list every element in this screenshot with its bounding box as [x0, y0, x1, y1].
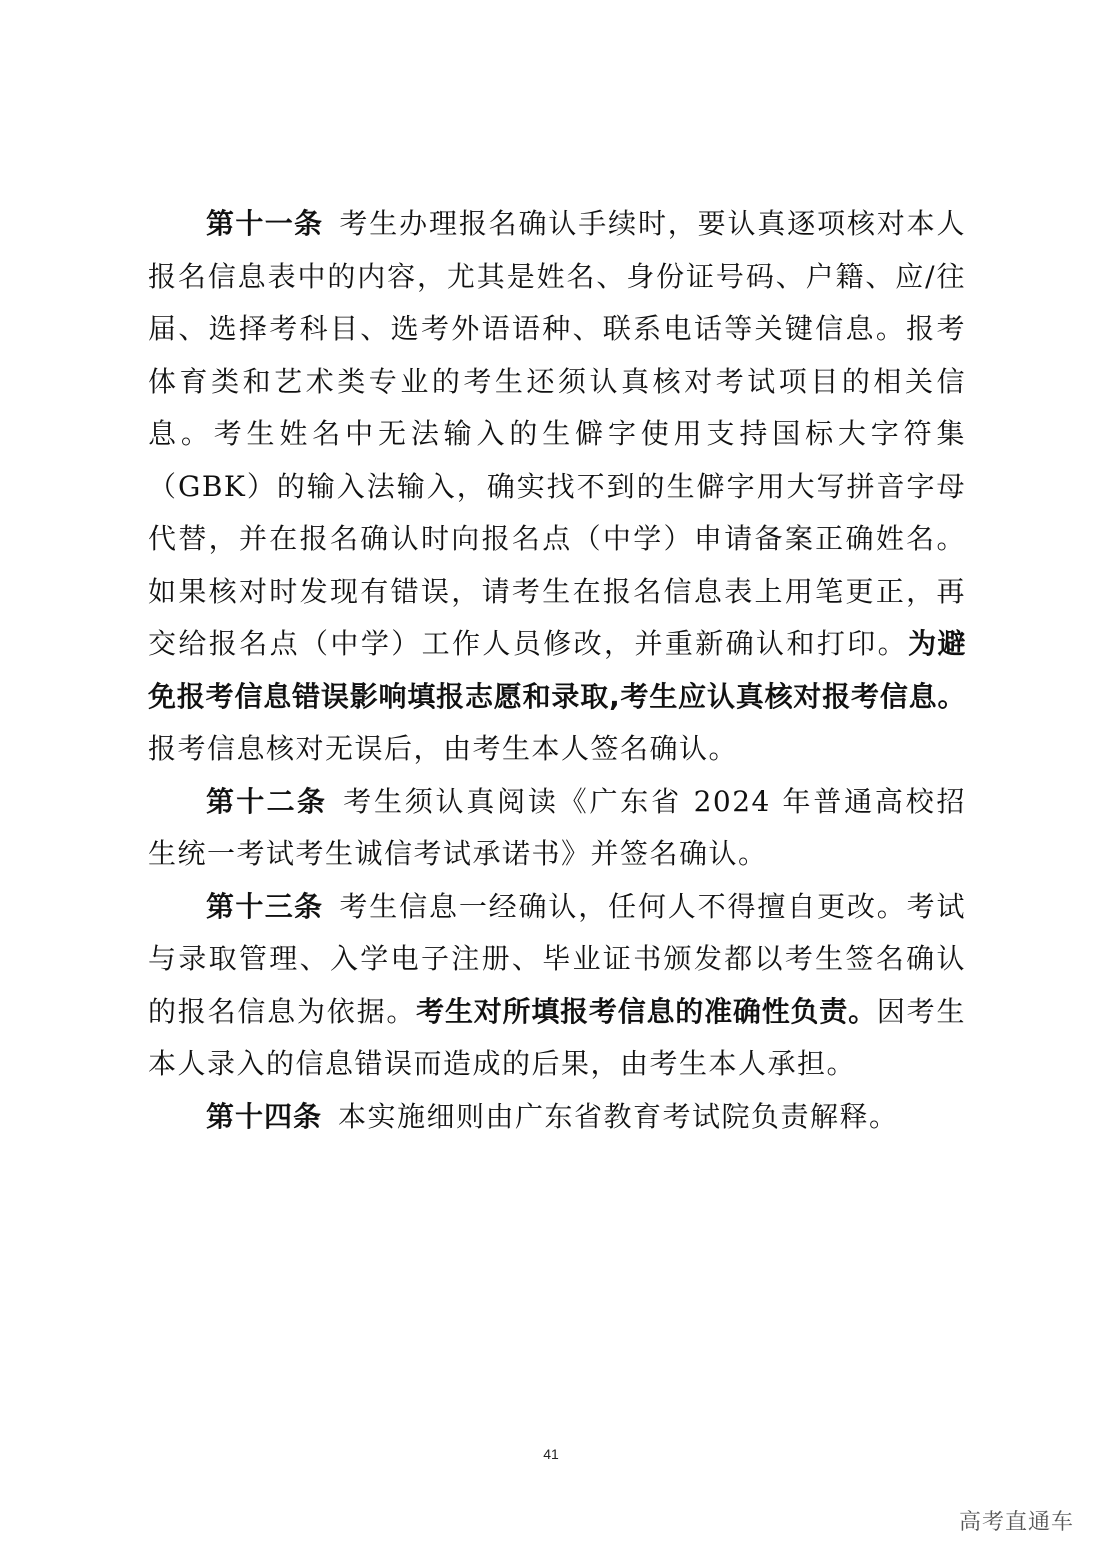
- article-11: [148, 198, 966, 776]
- article-12: [148, 776, 966, 881]
- article-text: 本实施细则由广东省教育考试院负责解释。: [338, 1099, 899, 1133]
- article-emphasis: 为避免报考信息错误影响填报志愿和录取,考生应认真核对报考信息。: [148, 627, 966, 713]
- article-text: 考生信息一经确认，任何人不得擅自更改。考试与录取管理、入学电子注册、毕业证书颁发都以考生签名确认的报名信息为依据。: [148, 889, 966, 1028]
- article-13: [148, 881, 966, 1091]
- article-title: 第十四条: [206, 1099, 323, 1133]
- article-text: 因考生本人录入的信息错误而造成的后果，由考生本人承担。: [148, 994, 966, 1080]
- article-text: 考生办理报名确认手续时，要认真逐项核对本人报名信息表中的内容，尤其是姓名、身份证号码、户籍、应/往届、选择考科目、选考外语语种、联系电话等关键信息。报考体育类和艺术类专业的考生还须认真核对考试项目的相关信息。考生姓名中无法输入的生僻字使用支持国标大字符集（GBK）的输入法输入，确实找不到的生僻字用大写拼音字母代替，并在报名确认时向报名点（中学）申请备案正确姓名。如果核对时发现有错误，请考生在报名信息表上用笔更正，再交给报名点（中学）工作人员修改，并重新确认和打印。: [148, 207, 966, 660]
- article-text: 报考信息核对无误后，由考生本人签名确认。: [148, 732, 739, 765]
- document-body: [148, 198, 966, 1143]
- article-title: 第十三条: [206, 889, 324, 923]
- page-number: 41: [543, 1446, 559, 1462]
- article-14: [148, 1091, 966, 1144]
- article-title: 第十一条: [206, 207, 324, 240]
- article-text: 考生须认真阅读《广东省 2024 年普通高校招生统一考试考生诚信考试承诺书》并签名确认。: [148, 784, 966, 870]
- article-emphasis: 考生对所填报考信息的准确性负责。: [416, 994, 877, 1028]
- article-title: 第十二条: [206, 784, 328, 818]
- watermark: 高考直通车: [958, 1510, 1074, 1535]
